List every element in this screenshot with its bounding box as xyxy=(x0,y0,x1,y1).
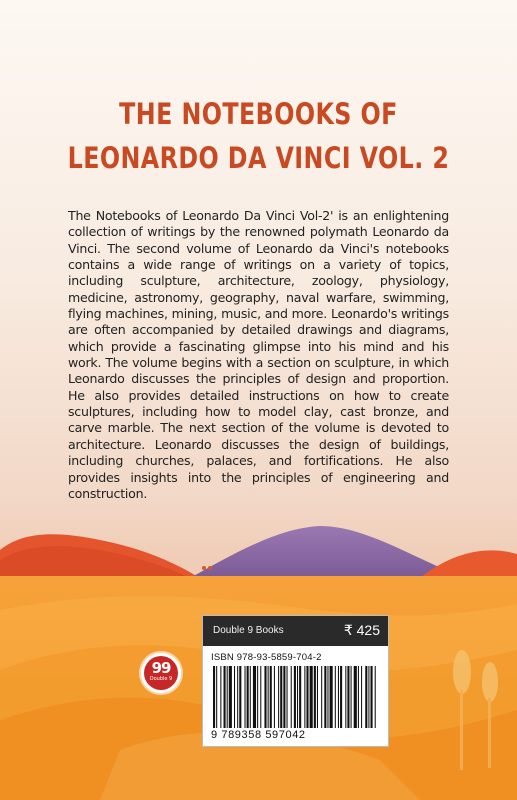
purple-hill xyxy=(190,526,470,578)
price-label: ₹ 425 xyxy=(343,622,380,638)
logo-sub: Double 9 xyxy=(149,676,173,682)
barcode-icon xyxy=(211,666,379,728)
title-line-2: LEONARDO DA VINCI VOL. 2 xyxy=(67,141,450,175)
panel-header xyxy=(203,616,388,646)
book-description: The Notebooks of Leonardo Da Vinci Vol-2' is an enlightening collection of writings by the renowned polymath Leonardo da Vinci. The second volume of Leonardo da Vinci's notebooks contains a wide range of writings on a variety of topics, including sculpture, architecture, zoology, physiology, medicine, astronomy, geography, naval warfare, swimming, flying machines, mining, music, and more. Leonardo's writings are often accompanied by detailed drawings and diagrams, which provide a fascinating glimpse into his mind and his work. The volume begins with a section on sculpture, in which Leonardo discusses the principles of design and proportion. He also provides detailed instructions on how to create sculptures, including how to model clay, cast bronze, and carve marble. The next section of the volume is devoted to architecture. Leonardo discusses the design of buildings, including churches, palaces, and fortifications. He also provides insights into the principles of engineering and construction. xyxy=(68,208,449,501)
barcode-digits: 9 789358 597042 xyxy=(211,729,306,741)
isbn-label: ISBN 978-93-5859-704-2 xyxy=(211,652,322,663)
publisher-name: Double 9 Books xyxy=(213,625,284,636)
publisher-logo xyxy=(141,653,181,693)
title-line-1: THE NOTEBOOKS OF xyxy=(119,97,398,131)
barcode-panel xyxy=(202,615,389,747)
book-title xyxy=(63,92,454,180)
logo-number: 99 xyxy=(151,659,171,677)
